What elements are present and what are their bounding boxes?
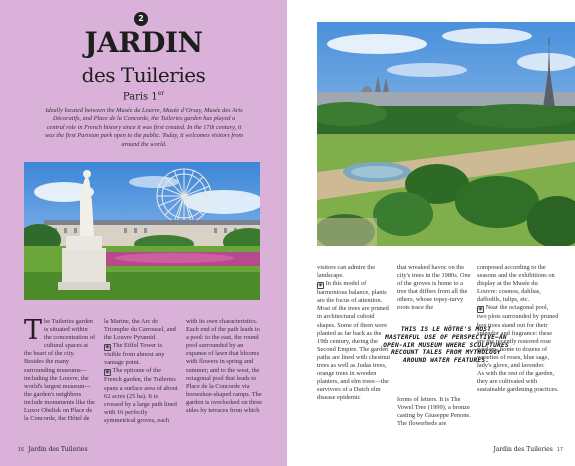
- map-marker-icon: ◉: [105, 369, 110, 376]
- left-col2-text-b: The Eiffel Tower is visible from almost any vantage point.: [104, 342, 165, 367]
- right-col3-text-b: Near the octagonal pool, two plots surrounded by pruned box trees stand out for their splendor and fragrance: these are the recently restored rose gardens, home to dozens of varieties of roses, blue sage, lady's glove, and lavender.: [477, 304, 559, 370]
- right-col2-text-a: that wreaked havoc on the city's trees in the 1980s. One of the groves is home to a tree that differs from all the others, whose topsy-turvy roots trace the: [397, 264, 471, 312]
- left-column-2: [104, 318, 178, 425]
- entry-number-badge: 2: [134, 12, 148, 26]
- map-marker-icon: ◉: [105, 344, 110, 351]
- photo-statue-ferris-wheel: [24, 162, 260, 300]
- page-title-line1: JARDIN: [84, 26, 203, 59]
- left-column-3: [186, 318, 262, 415]
- left-page-number: 16: [18, 447, 25, 453]
- right-col3-text-c: As with the rest of the garden, they are cultivated with sustainable gardening practices.: [477, 370, 559, 394]
- right-column-2-top: [397, 264, 471, 313]
- right-column-3: [477, 264, 559, 394]
- left-col2-text-a: la Marine, the Arc de Triomphe du Carrousel, and the Louvre Pyramid.: [104, 318, 176, 342]
- right-column-1: [317, 264, 391, 403]
- left-running-title: Jardin des Tuileries: [28, 446, 88, 453]
- map-marker-icon: ◉: [478, 306, 483, 313]
- right-col2-text-b: forms of letters. It is The Vowel Tree (1999), a bronze casting by Giuseppe Penone. The flowerbeds are: [397, 396, 471, 428]
- right-page-number: 17: [556, 447, 563, 453]
- left-col2-text-c: The epitome of the French garden, the Tuileries spans a surface area of about 62 acres (25 ha). It is crossed by a large path lined with 16 perfectly symmetrical groves, each: [104, 367, 178, 424]
- right-column-2-bottom: [397, 396, 471, 428]
- page-subtitle: [0, 90, 287, 102]
- photo-aerial-garden-eiffel: [317, 22, 575, 246]
- drop-cap: T: [24, 315, 43, 346]
- map-marker-icon: ◉: [318, 282, 323, 289]
- left-footer: [18, 446, 88, 453]
- subtitle-text: Paris 1: [122, 91, 158, 103]
- right-page: [287, 0, 575, 466]
- right-col1-text-b: In this model of harmonious balance, plants are the focus of attention. Most of the trees are pruned in architectural cuboid shapes. Some of them were planted as far back as the 19th century, during the Second Empire. The garden paths are lined with chestnut trees as well as Judas trees, orange trees in wooden planters, and elm trees—the survivors of a Dutch elm disease epidemic: [317, 280, 391, 402]
- right-footer: [493, 446, 563, 453]
- right-col1-text-a: visitors can admire the landscape.: [317, 264, 376, 280]
- page-title-line2: des Tuileries: [81, 63, 206, 87]
- left-col1-text: he Tuileries garden is situated within the concentration of cultural spaces at the heart of the city. Besides the many surrounding museums—including the Louvre, the world's largest museum—the garden's neighbors include monuments like the Luxor Obelisk on Place de la Concorde, the Hôtel de: [24, 318, 96, 423]
- right-col3-text-a: composed according to the seasons and the exhibitions on display at the Musée du Louvre: cosmos, dahlias, daffodils, tulips, etc.: [477, 264, 555, 304]
- right-running-title: Jardin des Tuileries: [493, 446, 553, 453]
- left-page: [0, 0, 287, 466]
- subtitle-sup: er: [157, 90, 165, 97]
- pull-quote: THIS IS LE NÔTRE'S MOST MASTERFUL USE OF PERSPECTIVE—AN OPEN-AIR MUSEUM WHERE SCULPTURES RECOUNT TALES FROM MYTHOLOGY AROUND WATER FEATURES.: [383, 326, 509, 365]
- left-col3-text: with its own characteristics. Each end of the path leads to a pool: to the east, the round pool surrounded by an expanse of lawn that blooms with flowers in spring and summer; and to the west, the octagonal pool that leads to Place de la Concorde via horseshoe-shaped ramps. The garden is overlooked on three sides by terraces from which: [186, 318, 262, 415]
- intro-paragraph: Ideally located between the Musée du Louvre, Musée d’Orsay, Musée des Arts Décoratifs, and Place de la Concorde, the Tuileries garden has played a central role in French history since it was first created. In the 17th century, it was the first Parisian park open to the public. Today, it welcomes visitors from around the world.: [44, 107, 244, 148]
- left-column-1: [24, 315, 96, 423]
